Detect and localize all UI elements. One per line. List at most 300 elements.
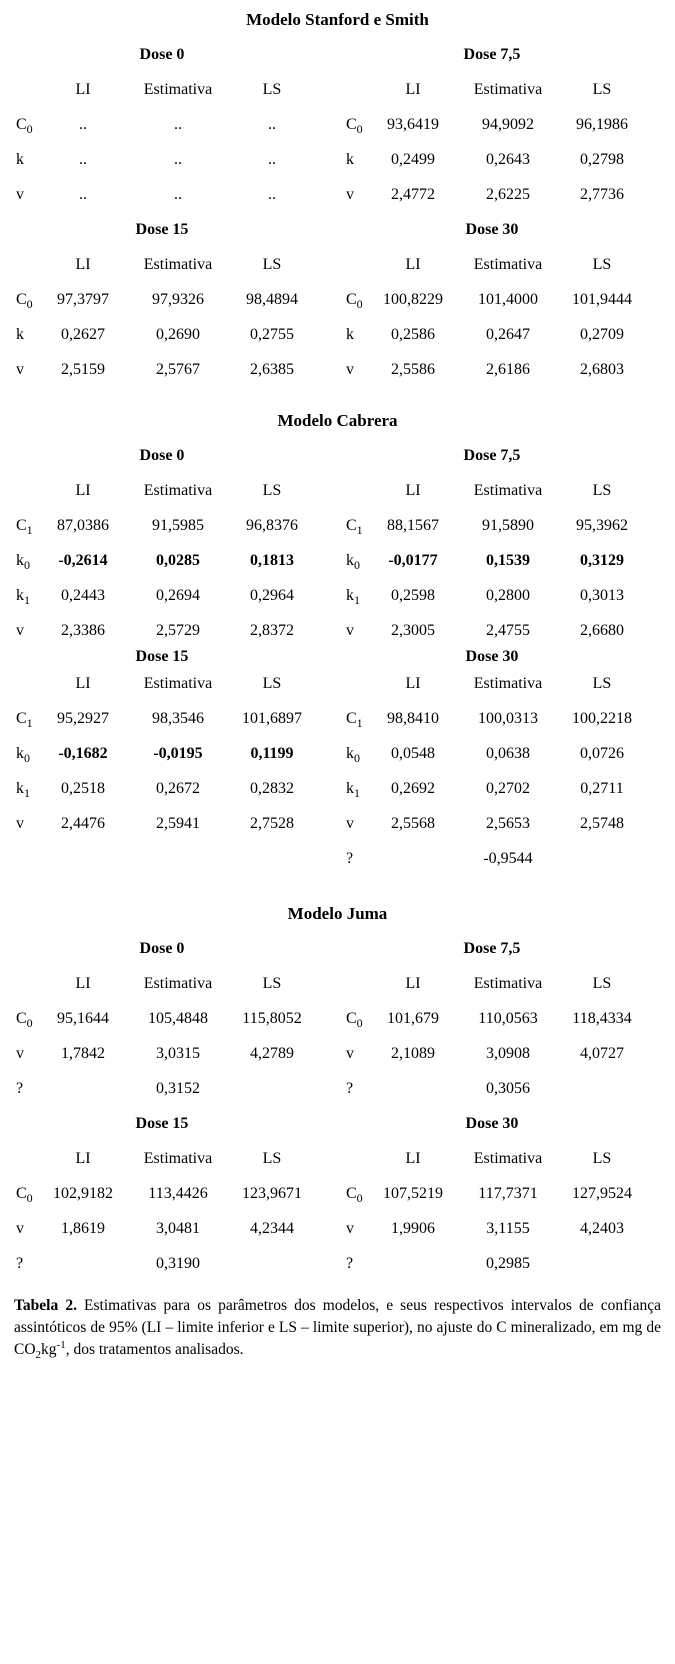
column-header: LS — [262, 975, 282, 992]
value-cell: 0,2499 — [391, 151, 435, 168]
empty-corner-cell — [14, 72, 44, 107]
value-cell: 2,6225 — [486, 186, 530, 203]
table-row — [14, 177, 310, 212]
table-row — [344, 771, 640, 806]
column-header-row — [14, 666, 310, 701]
value-cell: 0,2694 — [156, 587, 200, 604]
empty-corner-cell — [344, 473, 374, 508]
value-cell: 0,2598 — [391, 587, 435, 604]
value-cell: 2,5653 — [486, 815, 530, 832]
column-header: Estimativa — [473, 81, 543, 98]
dose-block — [14, 1106, 310, 1281]
model-section — [0, 2, 675, 387]
empty-corner-cell — [344, 247, 374, 282]
param-label: k — [346, 151, 354, 168]
param-label: $k_1$ — [346, 780, 360, 801]
value-cell: .. — [268, 116, 276, 133]
value-cell: 97,9326 — [152, 291, 204, 308]
table-row — [344, 543, 640, 578]
column-header-row — [14, 72, 310, 107]
value-cell: 2,5568 — [391, 815, 435, 832]
param-label: $C_0$ — [16, 116, 33, 137]
value-cell: 2,7736 — [580, 186, 624, 203]
value-cell: 0,2443 — [61, 587, 105, 604]
value-cell: 0,2832 — [250, 780, 294, 797]
dose-heading: Dose 15 — [135, 221, 189, 238]
column-header: Estimativa — [473, 256, 543, 273]
value-cell: 95,1644 — [57, 1010, 109, 1027]
value-cell: .. — [79, 186, 87, 203]
column-header: LI — [405, 675, 421, 692]
param-label: v — [346, 361, 354, 378]
dose-pair — [0, 212, 675, 387]
value-cell: 100,0313 — [478, 710, 538, 727]
table-row — [14, 107, 310, 142]
value-cell: 0,2586 — [391, 326, 435, 343]
value-cell: 101,6897 — [242, 710, 302, 727]
table-row — [14, 1071, 310, 1106]
column-header: LS — [592, 482, 612, 499]
dose-block — [14, 438, 310, 648]
table-row — [14, 1001, 310, 1036]
column-header: Estimativa — [143, 675, 213, 692]
value-cell: 0,3190 — [156, 1255, 200, 1272]
value-cell: 96,8376 — [246, 517, 298, 534]
dose-pair — [0, 438, 675, 648]
table-row — [344, 142, 640, 177]
table-row — [14, 771, 310, 806]
value-cell: 91,5985 — [152, 517, 204, 534]
value-cell: 101,679 — [387, 1010, 439, 1027]
column-header: Estimativa — [143, 1150, 213, 1167]
column-header: LI — [75, 975, 91, 992]
column-header-row — [14, 966, 310, 1001]
value-cell: 98,3546 — [152, 710, 204, 727]
param-label: $C_0$ — [16, 1185, 33, 1206]
param-label: k — [16, 151, 24, 168]
dose-block — [344, 648, 640, 876]
dose-block — [344, 37, 640, 212]
column-header: LI — [405, 81, 421, 98]
column-header: Estimativa — [473, 482, 543, 499]
column-header: LS — [262, 1150, 282, 1167]
value-cell — [564, 1071, 640, 1106]
param-label: $k_1$ — [346, 587, 360, 608]
column-header: LS — [592, 675, 612, 692]
table-row — [344, 177, 640, 212]
value-cell: .. — [79, 116, 87, 133]
table-row — [344, 806, 640, 841]
column-header: LI — [405, 256, 421, 273]
column-header-row — [344, 473, 640, 508]
value-cell: 113,4426 — [148, 1185, 208, 1202]
table-row — [344, 1071, 640, 1106]
value-cell: 1,8619 — [61, 1220, 105, 1237]
dose-heading: Dose 0 — [139, 46, 185, 63]
dose-pair — [0, 648, 675, 876]
value-cell: 117,7371 — [478, 1185, 538, 1202]
table-row — [14, 613, 310, 648]
value-cell: .. — [174, 151, 182, 168]
column-header: Estimativa — [473, 975, 543, 992]
value-cell: 0,0638 — [486, 745, 530, 762]
table-row — [14, 1246, 310, 1281]
value-cell: 2,5586 — [391, 361, 435, 378]
empty-corner-cell — [14, 247, 44, 282]
table-row — [344, 1246, 640, 1281]
value-cell: 0,2964 — [250, 587, 294, 604]
table-row — [344, 701, 640, 736]
table-sections — [0, 2, 675, 1281]
value-cell: 2,4476 — [61, 815, 105, 832]
column-header-row — [344, 966, 640, 1001]
param-label: $C_0$ — [346, 1185, 363, 1206]
column-header: LS — [592, 81, 612, 98]
value-cell: 110,0563 — [478, 1010, 538, 1027]
value-cell: .. — [174, 186, 182, 203]
value-cell: 1,9906 — [391, 1220, 435, 1237]
param-label: $C_1$ — [16, 710, 33, 731]
table-row — [344, 352, 640, 387]
value-cell: .. — [268, 151, 276, 168]
value-cell: 101,4000 — [478, 291, 538, 308]
table-row — [14, 1211, 310, 1246]
column-header: LI — [75, 256, 91, 273]
param-label: v — [346, 815, 354, 832]
param-label: v — [346, 1220, 354, 1237]
param-label: $C_1$ — [346, 517, 363, 538]
value-cell: 0,2702 — [486, 780, 530, 797]
value-cell: 94,9092 — [482, 116, 534, 133]
param-label: ? — [16, 1255, 24, 1272]
value-cell: 2,5748 — [580, 815, 624, 832]
dose-block — [14, 931, 310, 1106]
param-label: v — [16, 815, 24, 832]
table-row — [344, 841, 640, 876]
column-header: LS — [592, 975, 612, 992]
dose-pair — [0, 37, 675, 212]
table-row — [14, 736, 310, 771]
value-cell — [374, 1071, 452, 1106]
value-cell: 4,2789 — [250, 1045, 294, 1062]
empty-corner-cell — [14, 1141, 44, 1176]
value-cell: 91,5890 — [482, 517, 534, 534]
value-cell: -0,1682 — [58, 745, 108, 762]
table-row — [14, 142, 310, 177]
column-header-row — [14, 247, 310, 282]
param-label: $k_1$ — [16, 780, 30, 801]
value-cell: 97,3797 — [57, 291, 109, 308]
dose-block — [14, 37, 310, 212]
value-cell — [234, 1071, 310, 1106]
param-label: $k_1$ — [16, 587, 30, 608]
table-row — [344, 1001, 640, 1036]
value-cell: 0,2800 — [486, 587, 530, 604]
table-caption: Tabela 2. Estimativas para os parâmetros dos modelos, e seus respectivos intervalos de confiança assintóticos de 95% (LI – limite inferior e LS – limite superior), no ajuste do C mineralizado, em mg de $CO_2kg^{-1}$, dos tratamentos analisados. — [14, 1297, 661, 1362]
dose-heading: Dose 0 — [139, 940, 185, 957]
param-label: v — [16, 622, 24, 639]
table-row — [14, 806, 310, 841]
value-cell: -0,0195 — [153, 745, 203, 762]
param-label: v — [346, 622, 354, 639]
column-header: Estimativa — [143, 81, 213, 98]
value-cell: 2,4772 — [391, 186, 435, 203]
value-cell: 0,0285 — [156, 552, 200, 569]
param-label: ? — [16, 1080, 24, 1097]
column-header-row — [344, 247, 640, 282]
value-cell: 2,6186 — [486, 361, 530, 378]
empty-corner-cell — [14, 666, 44, 701]
value-cell: 118,4334 — [572, 1010, 632, 1027]
value-cell: 123,9671 — [242, 1185, 302, 1202]
value-cell: 0,2647 — [486, 326, 530, 343]
empty-corner-cell — [344, 1141, 374, 1176]
value-cell: 0,3129 — [580, 552, 624, 569]
value-cell: 2,5941 — [156, 815, 200, 832]
model-section — [0, 896, 675, 1281]
value-cell: 2,7528 — [250, 815, 294, 832]
column-header: LS — [592, 1150, 612, 1167]
section-title: Modelo Cabrera — [277, 411, 398, 430]
dose-heading: Dose 7,5 — [463, 447, 521, 464]
value-cell: 115,8052 — [242, 1010, 302, 1027]
value-cell: 3,1155 — [486, 1220, 530, 1237]
value-cell: 0,2672 — [156, 780, 200, 797]
dose-block — [344, 438, 640, 648]
value-cell: 0,2690 — [156, 326, 200, 343]
dose-heading: Dose 7,5 — [463, 940, 521, 957]
value-cell: 101,9444 — [572, 291, 632, 308]
value-cell: 2,6803 — [580, 361, 624, 378]
value-cell: 100,2218 — [572, 710, 632, 727]
value-cell: 98,8410 — [387, 710, 439, 727]
value-cell — [564, 1246, 640, 1281]
value-cell: 3,0481 — [156, 1220, 200, 1237]
value-cell: 2,3005 — [391, 622, 435, 639]
param-label: $C_0$ — [16, 1010, 33, 1031]
param-label: v — [16, 1045, 24, 1062]
value-cell: 88,1567 — [387, 517, 439, 534]
column-header: Estimativa — [143, 482, 213, 499]
table-row — [344, 1036, 640, 1071]
value-cell: 2,8372 — [250, 622, 294, 639]
value-cell: 1,7842 — [61, 1045, 105, 1062]
model-section — [0, 403, 675, 876]
value-cell: -0,9544 — [483, 850, 533, 867]
value-cell: 3,0908 — [486, 1045, 530, 1062]
value-cell: 102,9182 — [53, 1185, 113, 1202]
value-cell: 93,6419 — [387, 116, 439, 133]
value-cell: 0,2692 — [391, 780, 435, 797]
param-label: v — [16, 361, 24, 378]
value-cell: 0,0548 — [391, 745, 435, 762]
table-row — [14, 317, 310, 352]
param-label: v — [346, 1045, 354, 1062]
value-cell: 3,0315 — [156, 1045, 200, 1062]
empty-corner-cell — [344, 966, 374, 1001]
value-cell: 4,2344 — [250, 1220, 294, 1237]
param-label: ? — [346, 850, 354, 867]
table-row — [344, 1211, 640, 1246]
value-cell: .. — [174, 116, 182, 133]
table-row — [344, 1176, 640, 1211]
value-cell: 2,5767 — [156, 361, 200, 378]
dose-heading: Dose 15 — [135, 648, 189, 665]
dose-heading: Dose 0 — [139, 447, 185, 464]
table-row — [14, 543, 310, 578]
value-cell: 2,4755 — [486, 622, 530, 639]
value-cell: 0,3152 — [156, 1080, 200, 1097]
column-header-row — [344, 72, 640, 107]
value-cell: 0,1813 — [250, 552, 294, 569]
dose-heading: Dose 7,5 — [463, 46, 521, 63]
value-cell: .. — [268, 186, 276, 203]
column-header-row — [14, 473, 310, 508]
column-header: LS — [592, 256, 612, 273]
value-cell: 0,2985 — [486, 1255, 530, 1272]
value-cell: 0,2709 — [580, 326, 624, 343]
value-cell: 0,2755 — [250, 326, 294, 343]
column-header: Estimativa — [143, 256, 213, 273]
value-cell: 0,3013 — [580, 587, 624, 604]
table-row — [14, 1036, 310, 1071]
column-header: LI — [75, 81, 91, 98]
value-cell: 0,2518 — [61, 780, 105, 797]
value-cell: 107,5219 — [383, 1185, 443, 1202]
section-title: Modelo Juma — [287, 904, 388, 923]
value-cell: 2,6385 — [250, 361, 294, 378]
dose-pair — [0, 931, 675, 1106]
column-header: Estimativa — [473, 1150, 543, 1167]
column-header: LI — [405, 482, 421, 499]
empty-corner-cell — [14, 966, 44, 1001]
dose-heading: Dose 30 — [465, 1115, 519, 1132]
dose-heading: Dose 30 — [465, 221, 519, 238]
param-label: v — [16, 1220, 24, 1237]
value-cell: 0,2643 — [486, 151, 530, 168]
value-cell — [44, 1246, 122, 1281]
value-cell: 0,2711 — [580, 780, 624, 797]
table-row — [14, 282, 310, 317]
value-cell: 4,0727 — [580, 1045, 624, 1062]
dose-block — [344, 212, 640, 387]
param-label: $k_0$ — [346, 745, 360, 766]
value-cell: 96,1986 — [576, 116, 628, 133]
column-header: LS — [262, 256, 282, 273]
value-cell: -0,2614 — [58, 552, 108, 569]
column-header: LI — [75, 675, 91, 692]
empty-corner-cell — [344, 666, 374, 701]
value-cell: -0,0177 — [388, 552, 438, 569]
section-title: Modelo Stanford e Smith — [246, 10, 429, 29]
value-cell: 2,6680 — [580, 622, 624, 639]
caption-label: Tabela 2. — [14, 1297, 77, 1314]
value-cell: 127,9524 — [572, 1185, 632, 1202]
column-header: LS — [262, 675, 282, 692]
param-label: $C_1$ — [16, 517, 33, 538]
dose-pair — [0, 1106, 675, 1281]
value-cell: 0,2798 — [580, 151, 624, 168]
dose-heading: Dose 15 — [135, 1115, 189, 1132]
column-header: LI — [75, 1150, 91, 1167]
param-label: ? — [346, 1080, 354, 1097]
dose-heading: Dose 30 — [465, 648, 519, 665]
value-cell: 105,4848 — [148, 1010, 208, 1027]
column-header-row — [14, 1141, 310, 1176]
value-cell: 2,5159 — [61, 361, 105, 378]
param-label: $C_0$ — [346, 1010, 363, 1031]
value-cell — [44, 1071, 122, 1106]
column-header: LI — [405, 1150, 421, 1167]
value-cell: 0,0726 — [580, 745, 624, 762]
param-label: $k_0$ — [16, 552, 30, 573]
param-label: $C_0$ — [346, 116, 363, 137]
column-header-row — [344, 666, 640, 701]
column-header: LS — [262, 482, 282, 499]
value-cell: 0,2627 — [61, 326, 105, 343]
dose-block — [14, 648, 310, 876]
value-cell: 95,2927 — [57, 710, 109, 727]
value-cell: 0,1199 — [250, 745, 294, 762]
value-cell: 4,2403 — [580, 1220, 624, 1237]
value-cell — [564, 841, 640, 876]
table-row — [344, 508, 640, 543]
value-cell — [374, 1246, 452, 1281]
value-cell: 0,1539 — [486, 552, 530, 569]
empty-corner-cell — [14, 473, 44, 508]
column-header: LI — [75, 482, 91, 499]
param-label: $C_0$ — [16, 291, 33, 312]
value-cell: 95,3962 — [576, 517, 628, 534]
table-row — [344, 282, 640, 317]
value-cell: 87,0386 — [57, 517, 109, 534]
param-label: v — [16, 186, 24, 203]
value-cell: 0,3056 — [486, 1080, 530, 1097]
value-cell: 2,5729 — [156, 622, 200, 639]
column-header: Estimativa — [473, 675, 543, 692]
table-row — [14, 352, 310, 387]
dose-block — [344, 931, 640, 1106]
table-row — [14, 1176, 310, 1211]
param-label: v — [346, 186, 354, 203]
dose-block — [344, 1106, 640, 1281]
table-row — [344, 736, 640, 771]
dose-block — [14, 212, 310, 387]
value-cell: 2,1089 — [391, 1045, 435, 1062]
table-row — [344, 107, 640, 142]
value-cell — [234, 1246, 310, 1281]
table-row — [344, 613, 640, 648]
value-cell: 98,4894 — [246, 291, 298, 308]
table-row — [14, 508, 310, 543]
value-cell: 100,8229 — [383, 291, 443, 308]
column-header: Estimativa — [143, 975, 213, 992]
column-header: LS — [262, 81, 282, 98]
param-label: k — [16, 326, 24, 343]
value-cell: .. — [79, 151, 87, 168]
param-label: ? — [346, 1255, 354, 1272]
table-row — [14, 701, 310, 736]
param-label: $C_1$ — [346, 710, 363, 731]
table-row — [344, 578, 640, 613]
param-label: $k_0$ — [16, 745, 30, 766]
table-row — [14, 578, 310, 613]
empty-corner-cell — [344, 72, 374, 107]
value-cell — [374, 841, 452, 876]
table-row — [344, 317, 640, 352]
column-header-row — [344, 1141, 640, 1176]
param-label: $C_0$ — [346, 291, 363, 312]
